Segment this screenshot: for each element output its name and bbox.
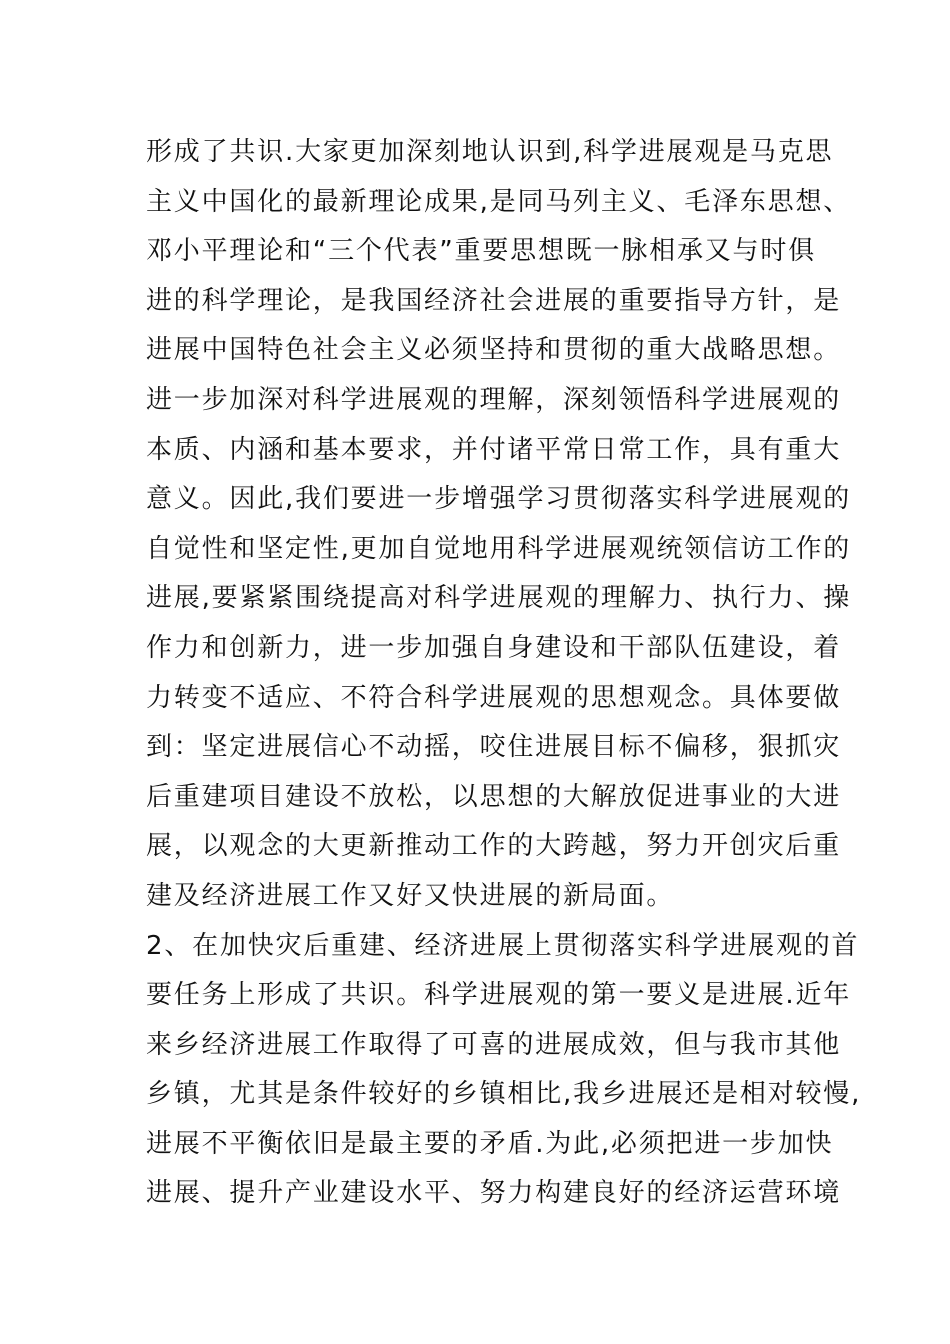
text-line: 进一步加深对科学进展观的理解，深刻领悟科学进展观的 — [146, 384, 842, 415]
text-line: 力转变不适应、不符合科学进展观的思想观念。具体要做 — [146, 682, 842, 713]
text-line: 自觉性和坚定性,更加自觉地用科学进展观统领信访工作的 — [146, 533, 852, 564]
text-line: 进展、提升产业建设水平、努力构建良好的经济运营环境 — [146, 1178, 842, 1209]
text-line: 进展不平衡依旧是最主要的矛盾.为此,必须把进一步加快 — [146, 1128, 834, 1159]
text-line: 作力和创新力，进一步加强自身建设和干部队伍建设，着 — [146, 632, 842, 663]
text-line: 主义中国化的最新理论成果,是同马列主义、毛泽东思想、 — [146, 186, 852, 217]
text-line: 进展,要紧紧围绕提高对科学进展观的理解力、执行力、操 — [146, 583, 852, 614]
text-line: 到：坚定进展信心不动摇，咬住进展目标不偏移，狠抓灾 — [146, 732, 842, 763]
text-line: 意义。因此,我们要进一步增强学习贯彻落实科学进展观的 — [146, 484, 852, 515]
text-line: 本质、内涵和基本要求，并付诸平常日常工作，具有重大 — [146, 434, 842, 465]
text-line: 建及经济进展工作又好又快进展的新局面。 — [146, 880, 675, 911]
text-line: 展，以观念的大更新推动工作的大跨越，努力开创灾后重 — [146, 831, 842, 862]
text-line: 2、在加快灾后重建、经济进展上贯彻落实科学进展观的首 — [146, 930, 860, 961]
text-line: 邓小平理论和“三个代表”重要思想既一脉相承又与时俱 — [146, 236, 816, 267]
body-text — [146, 128, 862, 1219]
text-line: 乡镇，尤其是条件较好的乡镇相比,我乡进展还是相对较慢, — [146, 1079, 862, 1110]
text-line: 来乡经济进展工作取得了可喜的进展成效，但与我市其他 — [146, 1029, 842, 1060]
text-line: 进的科学理论，是我国经济社会进展的重要指导方针，是 — [146, 285, 842, 316]
text-line: 形成了共识.大家更加深刻地认识到,科学进展观是马克思 — [146, 137, 834, 167]
text-line: 进展中国特色社会主义必须坚持和贯彻的重大战略思想。 — [146, 335, 842, 366]
text-line: 后重建项目建设不放松，以思想的大解放促进事业的大进 — [146, 781, 842, 812]
text-line: 要任务上形成了共识。科学进展观的第一要义是进展.近年 — [146, 980, 852, 1011]
